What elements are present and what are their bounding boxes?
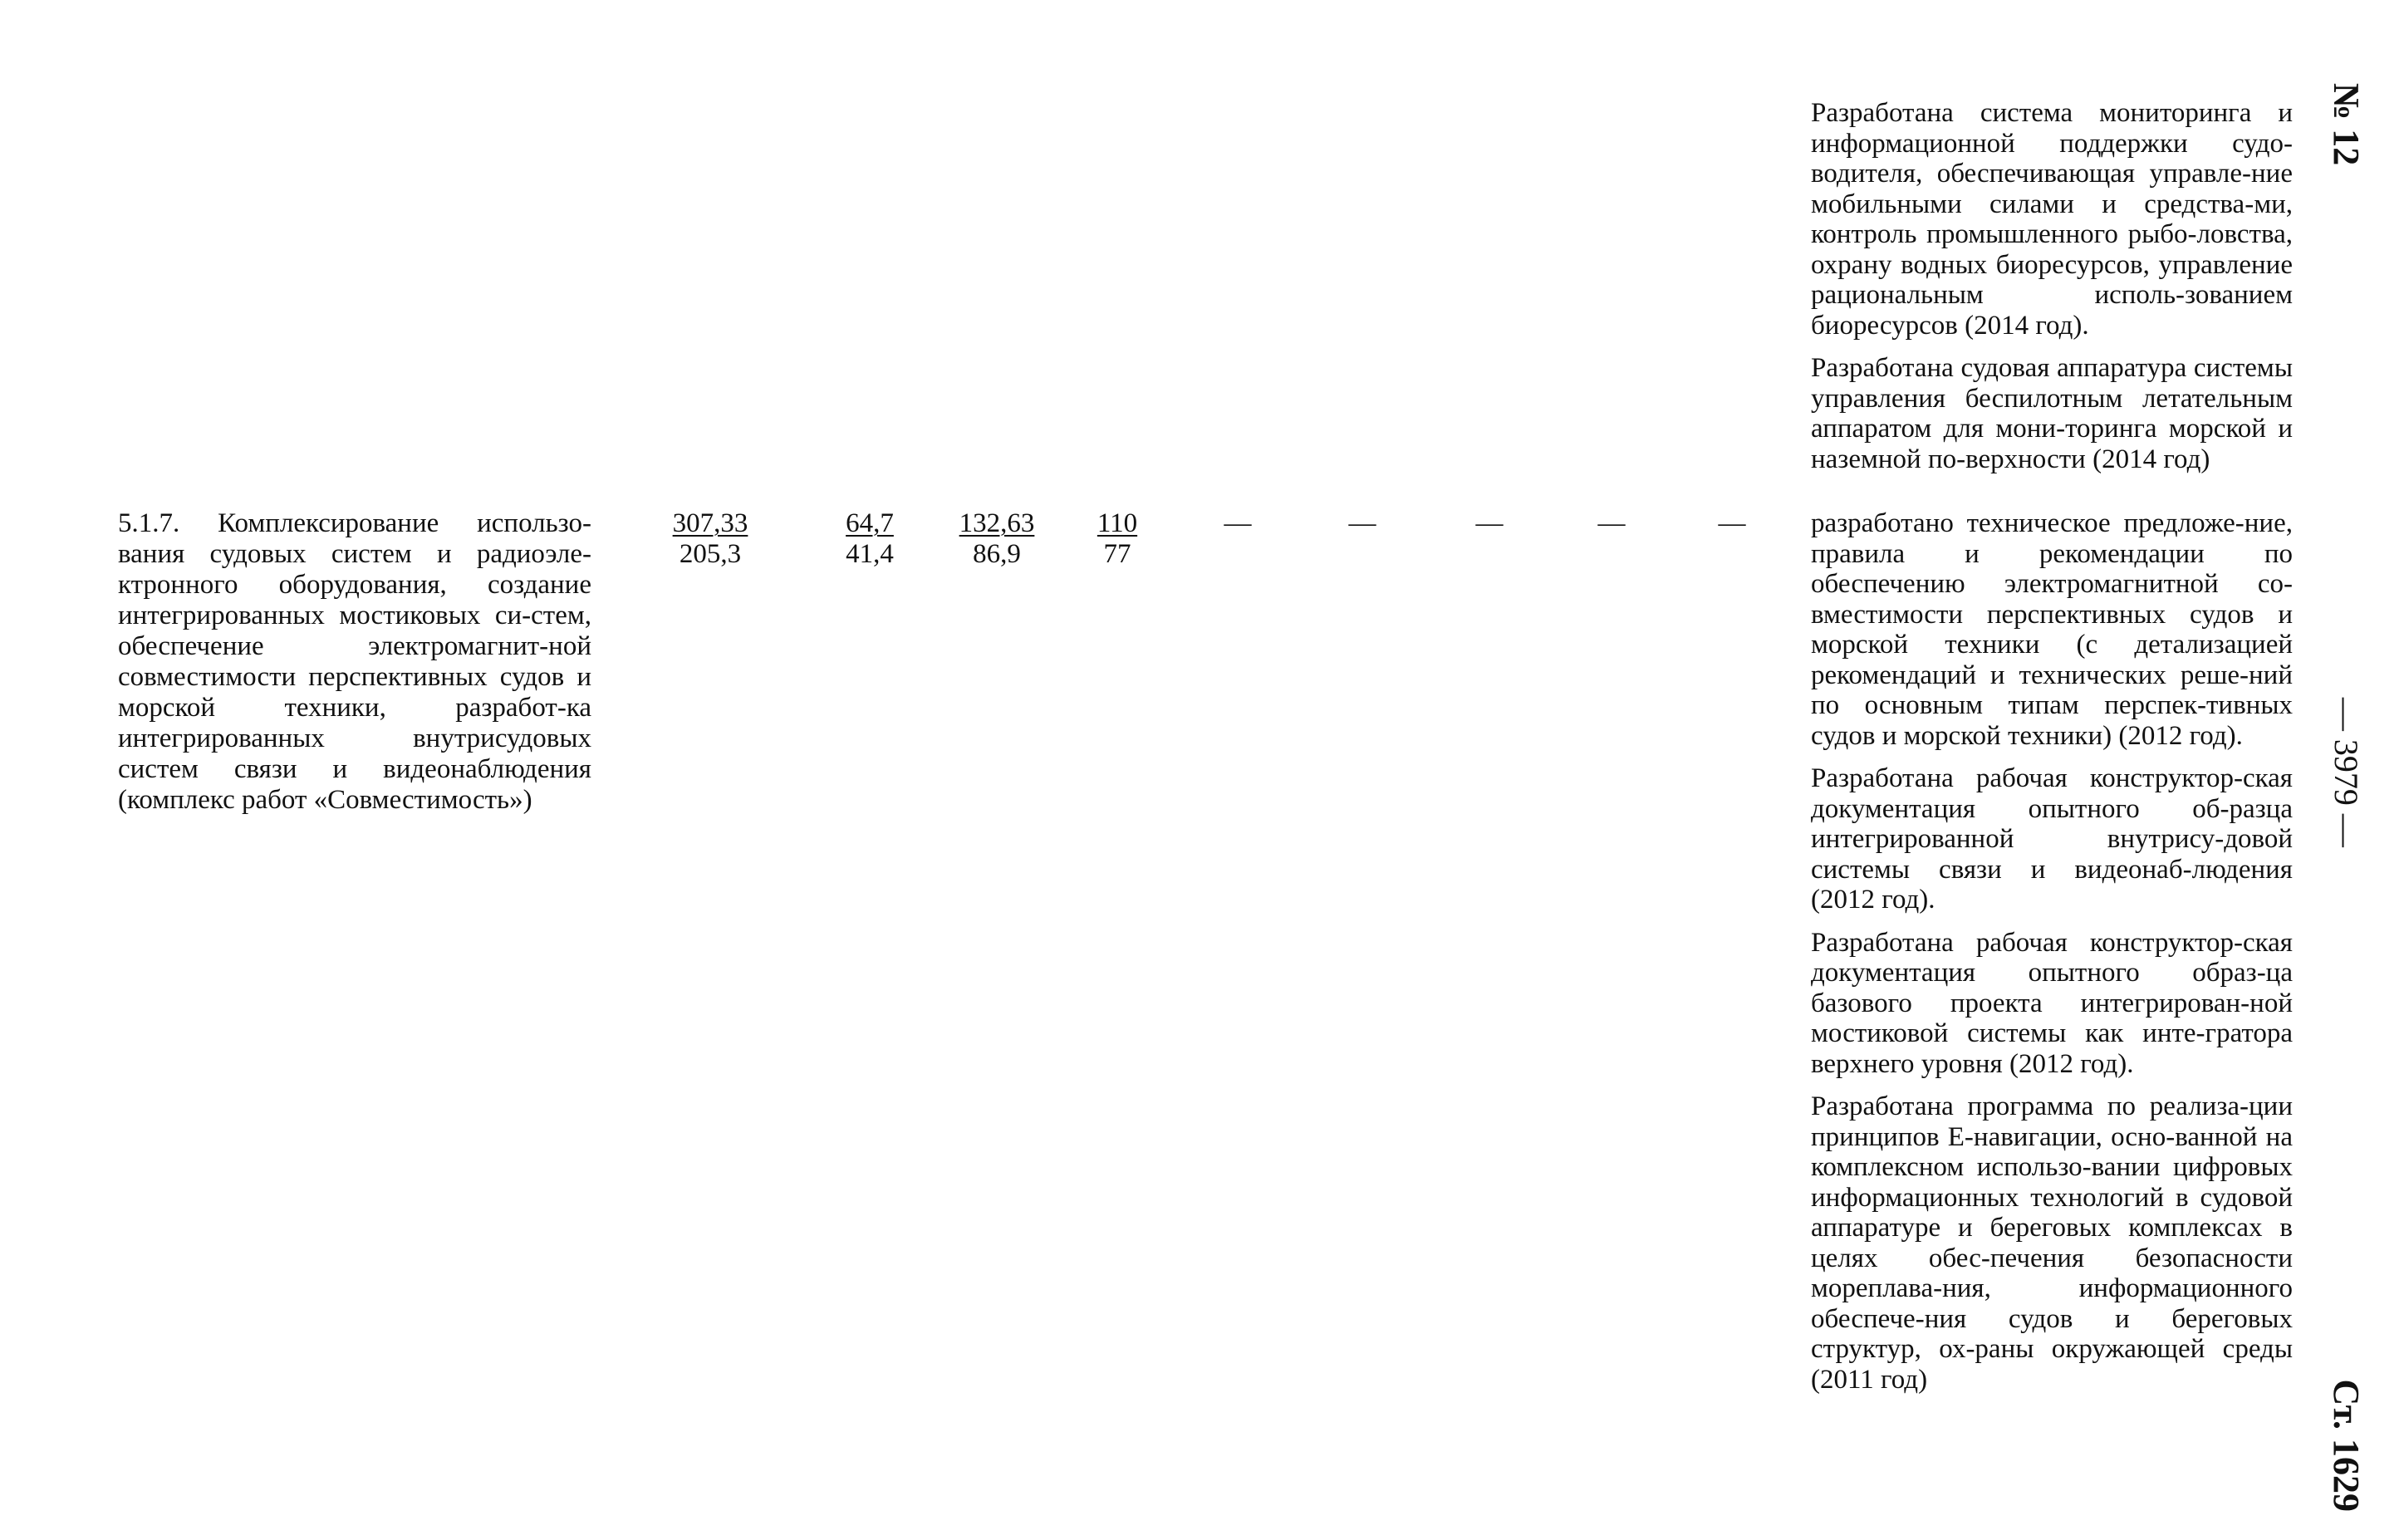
issue-number: № 12 [2326,83,2367,166]
value-total-top: 307,33 [672,508,748,538]
value-2011-bottom: 41,4 [846,539,894,569]
value-total [665,508,756,570]
value-2013-bottom: 77 [1103,539,1131,569]
value-2013-top: 110 [1097,508,1138,538]
result-paragraph: Разработана программа по реализа-ции принципов Е-навигации, осно-ванной на комплексном использо-вании цифровых информационных технологий в судовой аппаратуре и береговых комплексах в целях обес-печения безопасности мореплава-ния, информационного обеспече-ния судов и береговых структур, ох-раны окружающей среды (2011 год) [1811,1091,2293,1395]
page-margin-header [2309,83,2384,1512]
result-paragraph: Разработана судовая аппаратура системы управления беспилотным летательным аппаратом для мони-торинга морской и наземной по-верхности (2014 год) [1811,353,2293,474]
article-number: Ст. 1629 [2326,1379,2367,1512]
value-2012 [947,508,1047,570]
value-2011 [832,508,907,570]
result-paragraph: Разработана рабочая конструктор-ская документация опытного об-разца интегрированной внутрису-довой системы связи и видеонаб-людения (2012 год). [1811,763,2293,915]
results-current-row [1811,508,2293,1395]
value-total-bottom: 205,3 [679,539,742,569]
row-description: 5.1.7. Комплексирование использо-вания судовых систем и радиоэле-ктронного оборудования, создание интегрированных мостиковых си-стем, обеспечение электромагнит-ной совместимости перспективных судов и морской техники, разработ-ка интегрированных внутрисудовых систем связи и видеонаблюдения (комплекс работ «Совместимость») [118,508,591,815]
page-number: — 3979 — [2328,697,2366,847]
dash-cell: — [1597,508,1626,538]
value-2012-top: 132,63 [959,508,1035,538]
value-2013 [1088,508,1146,570]
value-2012-bottom: 86,9 [973,539,1021,569]
value-2011-top: 64,7 [846,508,894,538]
dash-cell: — [1475,508,1504,538]
result-paragraph: Разработана система мониторинга и информационной поддержки судо-водителя, обеспечивающая управле-ние мобильными силами и средства-ми, контроль промышленного рыбо-ловства, охрану водных биоресурсов, управление рациональным исполь-зованием биоресурсов (2014 год). [1811,98,2293,341]
dash-cell: — [1718,508,1746,538]
dash-cell: — [1224,508,1252,538]
result-paragraph: разработано техническое предложе-ние, правила и рекомендации по обеспечению электромагнитной со-вместимости перспективных судов и морской техники (с детализацией рекомендаций и технических реше-ний по основным типам перспек-тивных судов и морской техники) (2012 год). [1811,508,2293,751]
results-previous-row [1811,98,2293,474]
result-paragraph: Разработана рабочая конструктор-ская документация опытного образ-ца базового проекта интегрирован-ной мостиковой системы как инте-гратора верхнего уровня (2012 год). [1811,927,2293,1079]
dash-cell: — [1348,508,1376,538]
